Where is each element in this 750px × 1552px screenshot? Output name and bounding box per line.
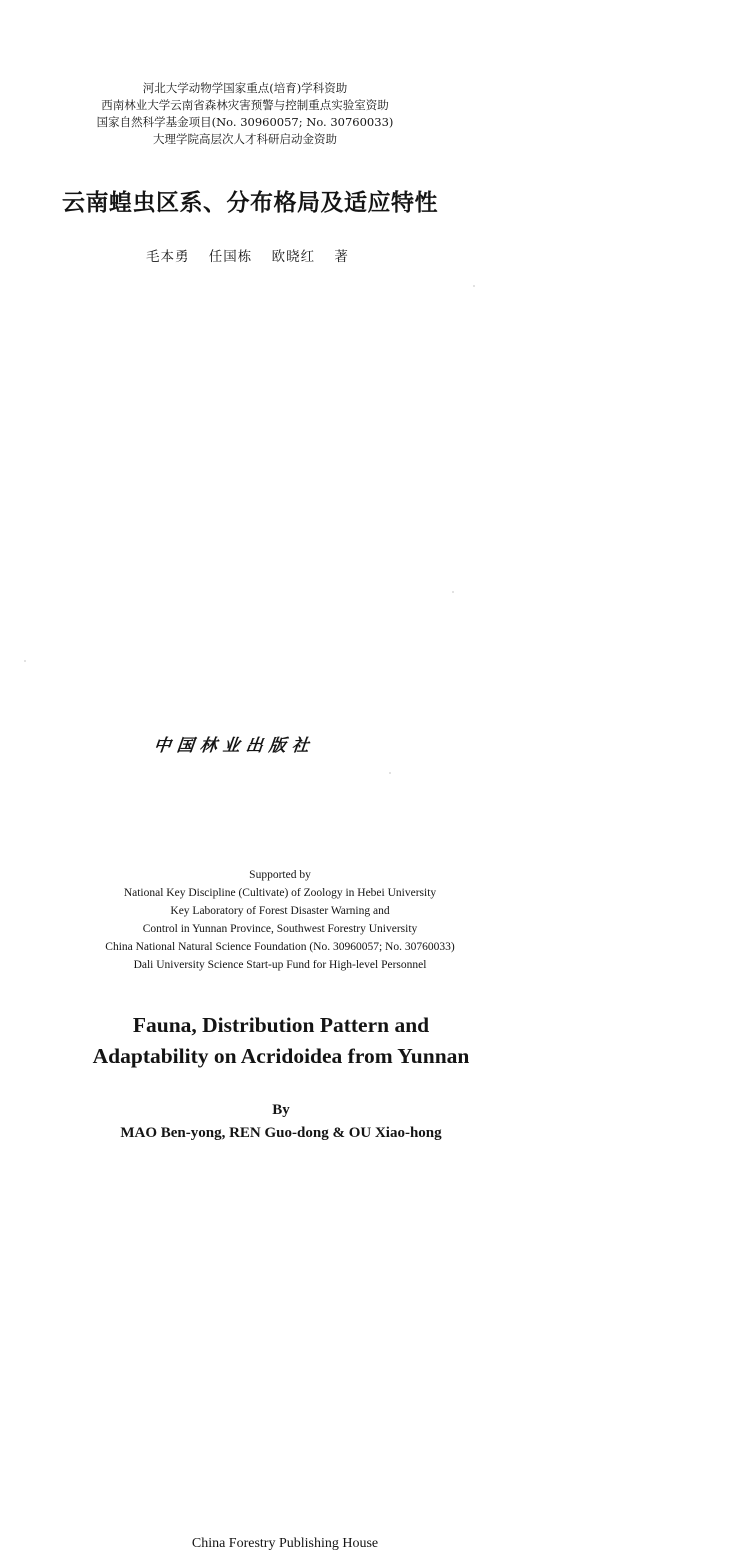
en-funding-line: Key Laboratory of Forest Disaster Warning and [170, 905, 390, 917]
en-title-line: Fauna, Distribution Pattern and [132, 1013, 430, 1037]
cn-publisher-logotype: 中国林业出版社 [152, 736, 316, 756]
en-funding-block [0, 866, 560, 974]
en-funding-line: Dali University Science Start-up Fund for High-level Personnel [133, 959, 427, 971]
en-book-title [0, 1010, 562, 1072]
scan-speck [24, 660, 26, 662]
cn-author-name: 毛本勇 [146, 249, 190, 265]
cn-funding-line: 西南林业大学云南省森林灾害预警与控制重点实验室资助 [101, 98, 389, 112]
en-author-line: MAO Ben-yong, REN Guo-dong & OU Xiao-hong [120, 1125, 442, 1141]
cn-author-name: 欧晓红 [271, 249, 316, 265]
cn-author-role: 著 [334, 249, 349, 265]
cn-funding-line: 大理学院高层次人才科研启动金资助 [153, 132, 337, 146]
en-by-label: By [272, 1102, 290, 1118]
cn-funding-line: 国家自然科学基金项目(No. 30960057; No. 30760033) [96, 115, 394, 129]
scan-speck [389, 772, 391, 774]
cn-author-name: 任国栋 [208, 249, 253, 265]
en-funding-line: National Key Discipline (Cultivate) of Zoology in Hebei University [123, 887, 437, 899]
scan-speck [473, 285, 475, 287]
en-publisher-name: China Forestry Publishing House [191, 1536, 379, 1551]
cn-funding-line: 河北大学动物学国家重点(培育)学科资助 [142, 81, 348, 95]
scan-speck [452, 591, 454, 593]
en-funding-line: Control in Yunnan Province, Southwest Forestry University [142, 923, 418, 935]
cn-author-line [146, 245, 363, 265]
cn-funding-block [0, 80, 490, 148]
en-funding-heading: Supported by [249, 869, 311, 881]
en-title-line: Adaptability on Acridoidea from Yunnan [92, 1044, 470, 1068]
cn-book-title: 云南蝗虫区系、分布格局及适应特性 [62, 190, 438, 216]
en-funding-line: China National Natural Science Foundation (No. 30960057; No. 30760033) [105, 941, 455, 953]
